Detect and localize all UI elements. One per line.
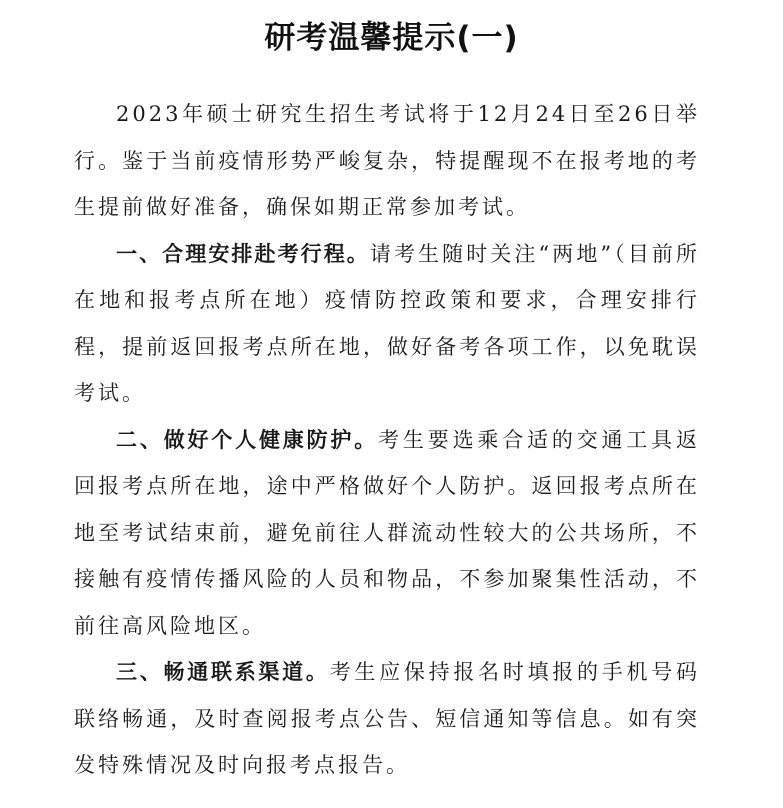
intro-paragraph: 2023年硕士研究生招生考试将于12月24日至26日举行。鉴于当前疫情形势严峻复杂，特提醒现不在报考地的考生提前做好准备，确保如期正常参加考试。 <box>74 102 700 219</box>
section-paragraph-2 <box>74 417 700 650</box>
section-heading-3: 三、畅通联系渠道。 <box>116 660 330 684</box>
section-paragraph-3 <box>74 649 700 789</box>
section-paragraph-1 <box>74 231 700 417</box>
section-heading-2: 二、做好个人健康防护。 <box>116 427 379 452</box>
document-title: 研考温馨提示(一) <box>264 20 519 56</box>
document-body <box>74 91 700 789</box>
section-heading-1: 一、合理安排赴考行程。 <box>116 241 370 266</box>
section-text-1: 请考生随时关注“两地”（目前所在地和报考点所在地）疫情防控政策和要求，合理安排行程，提前返回报考点所在地，做好备考各项工作，以免耽误考试。 <box>74 241 700 405</box>
section-text-2: 考生要选乘合适的交通工具返回报考点所在地，途中严格做好个人防护。返回报考点所在地至考试结束前，避免前往人群流动性较大的公共场所，不接触有疫情传播风险的人员和物品，不参加聚集性活动，不前往高风险地区。 <box>74 427 701 638</box>
section-text-3: 考生应保持报名时填报的手机号码联络畅通，及时查阅报考点公告、短信通知等信息。如有突发特殊情况及时向报考点报告。 <box>74 660 701 777</box>
